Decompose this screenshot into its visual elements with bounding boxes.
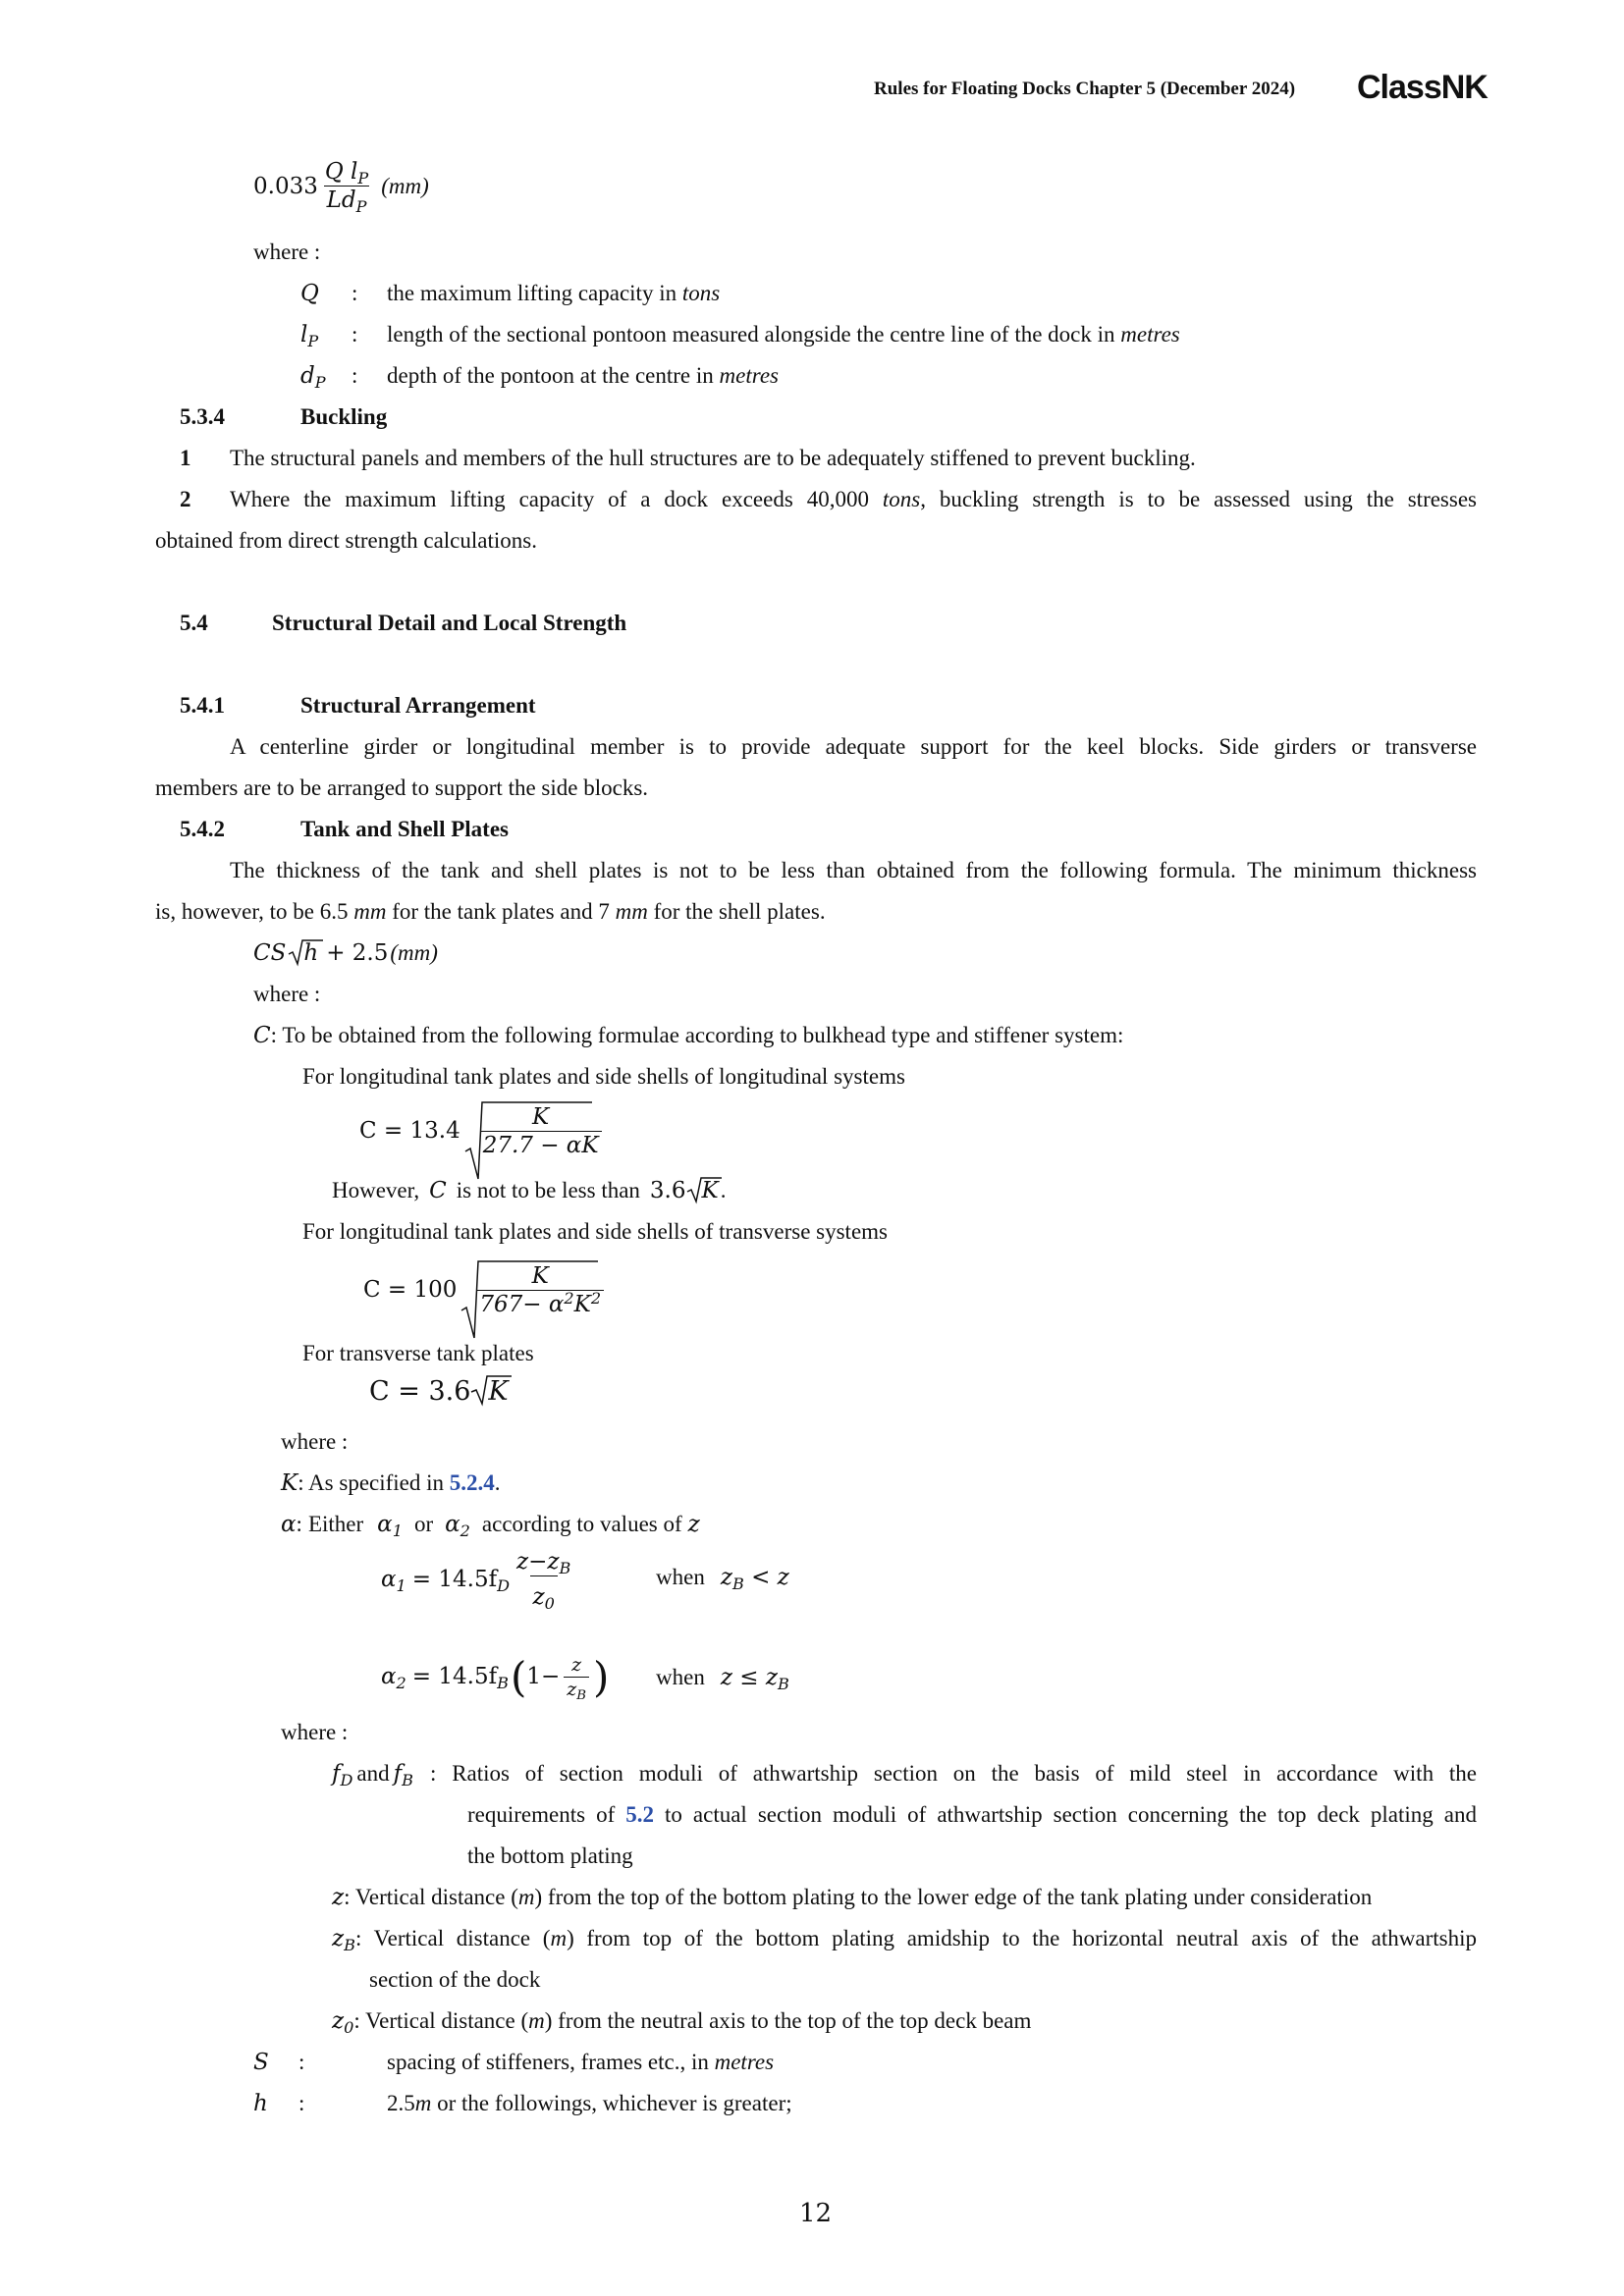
radical-sign	[686, 1176, 722, 1205]
def-q-text	[387, 281, 720, 306]
def-symbol-sub: P	[314, 372, 326, 392]
formula-exponent: 2	[564, 1288, 574, 1308]
paragraph-unit: tons	[882, 487, 921, 511]
h-definition	[387, 2091, 792, 2116]
def-symbol-sub: P	[307, 331, 319, 350]
formula-rhs-sub: D	[497, 1575, 511, 1595]
alpha-1-condition	[656, 1565, 789, 1593]
def-text: length of the sectional pontoon measured alongside the centre line of the dock in	[387, 322, 1121, 347]
radical-sign	[460, 1257, 598, 1342]
fd-fb-definition-text-1: : Ratios of section moduli of athwartship section on the basis of mild steel in accordance with the	[430, 1761, 1477, 1786]
condition-symbol: z	[720, 1565, 732, 1590]
alpha-definition	[281, 1512, 700, 1540]
paragraph-text: , buckling strength is to be assessed using the stresses	[920, 487, 1477, 511]
condition-symbol: < z	[751, 1565, 789, 1590]
formula-unit: (mm)	[390, 940, 438, 965]
section-title-534: Buckling	[300, 404, 388, 429]
def-symbol: f	[332, 1761, 341, 1787]
running-header: Rules for Floating Docks Chapter 5 (December 2024)	[874, 79, 1296, 99]
s-colon: :	[298, 2050, 305, 2074]
def-text: 2.5	[387, 2091, 415, 2115]
formula-denominator: K	[573, 1291, 591, 1317]
where-label: where :	[253, 982, 321, 1006]
s-symbol: S	[253, 2050, 269, 2075]
def-unit: metres	[714, 2050, 775, 2074]
def-symbol: z	[687, 1512, 700, 1537]
def-symbol: z	[332, 1926, 345, 1951]
formula-lhs-sub: 2	[396, 1673, 406, 1692]
paragraph-text: for the tank plates and 7	[392, 899, 610, 924]
formula-fraction	[564, 1653, 589, 1703]
section-541-line-2: members are to be arranged to support the side blocks.	[155, 775, 649, 800]
formula-numerator: K	[532, 1103, 550, 1130]
def-text: spacing of stiffeners, frames etc., in	[387, 2050, 715, 2074]
def-text: Either	[307, 1512, 364, 1536]
formula-coefficient: 0.033	[253, 173, 318, 199]
def-text: requirements of	[467, 1802, 616, 1827]
def-text: ) from the neutral axis to the top of the top deck beam	[544, 2008, 1032, 2033]
section-number-542: 5.4.2	[180, 817, 225, 841]
fd-fb-definition-line-2	[467, 1802, 1477, 1828]
case-2-label: For longitudinal tank plates and side shells of transverse systems	[302, 1219, 888, 1244]
paragraph-unit: mm	[353, 899, 387, 924]
def-lp	[300, 322, 319, 350]
sqrt-k	[686, 1178, 721, 1203]
paragraph-2-line-2: obtained from direct strength calculations.	[155, 528, 537, 553]
section-541-line-1: A centerline girder or longitudinal member is to provide adequate support for the keel blocks. Side girders or transverse	[230, 734, 1477, 759]
def-symbol: C	[253, 1023, 271, 1048]
formula-fraction	[322, 159, 371, 216]
note-text: is not to be less than	[456, 1178, 640, 1202]
radicand: K	[488, 1376, 509, 1407]
fd-fb-definition-line-1	[332, 1761, 413, 1787]
def-symbol: l	[300, 322, 308, 347]
page-number: 12	[799, 2199, 833, 2228]
formula-rhs: = 14.5f	[411, 1664, 498, 1689]
def-text: the maximum lifting capacity in	[387, 281, 682, 305]
def-symbol-sub: 0	[344, 2017, 354, 2037]
def-q	[300, 281, 319, 306]
classnk-logo: ClassNK	[1357, 69, 1488, 106]
def-text: ) from top of the bottom plating amidship to the horizontal neutral axis of the athwartship	[567, 1926, 1477, 1950]
def-colon: :	[352, 363, 358, 388]
case-3-label: For transverse tank plates	[302, 1341, 534, 1365]
formula-denominator: Ld	[326, 187, 356, 213]
alpha-symbol: α	[377, 1512, 393, 1537]
def-text: : Vertical distance (	[354, 1926, 551, 1950]
case-1-label: For longitudinal tank plates and side shells of longitudinal systems	[302, 1064, 905, 1089]
def-text: ) from the top of the bottom plating to the lower edge of the tank plating under consideration	[534, 1885, 1373, 1909]
formula-numerator-sub: P	[357, 168, 369, 187]
formula-exponent: 2	[590, 1288, 602, 1308]
section-title-542: Tank and Shell Plates	[300, 817, 509, 841]
def-colon: :	[296, 1512, 302, 1536]
h-symbol: h	[253, 2091, 268, 2116]
case-1-formula	[359, 1090, 606, 1172]
section-number-54: 5.4	[180, 611, 208, 635]
def-unit: metres	[1120, 322, 1180, 347]
alpha-1-symbol	[377, 1512, 403, 1540]
paren-close: )	[593, 1652, 610, 1701]
zb-definition-line-1	[332, 1926, 1477, 1954]
radicand: K	[701, 1178, 719, 1203]
s-definition	[387, 2050, 774, 2075]
def-unit: m	[517, 1885, 535, 1909]
paragraph-number-1: 1	[180, 446, 191, 470]
note-symbol: C	[429, 1178, 447, 1203]
radical-sign	[288, 938, 323, 968]
def-symbol-sub: B	[402, 1770, 413, 1789]
def-unit: m	[550, 1926, 568, 1950]
formula-unit: (mm)	[381, 173, 429, 198]
formula-plus: + 2.5	[326, 940, 389, 966]
radicand: h	[303, 940, 319, 966]
paragraph-text: is, however, to be 6.5	[155, 899, 349, 924]
def-symbol: d	[300, 363, 315, 389]
def-text: : To be obtained from the following formulae according to bulkhead type and stiffener system:	[270, 1023, 1124, 1047]
where-label: where :	[281, 1429, 349, 1454]
formula-numerator: z−z	[516, 1549, 560, 1575]
alpha-subscript: 1	[392, 1521, 403, 1540]
condition-sub: B	[731, 1574, 744, 1593]
formula-denominator-sub: 0	[544, 1593, 555, 1613]
paragraph-unit: mm	[615, 899, 648, 924]
def-unit: tons	[681, 281, 721, 305]
def-text: : Vertical distance (	[344, 1885, 518, 1909]
formula-term: 1−	[526, 1664, 561, 1689]
formula-lhs: C = 100	[363, 1277, 458, 1303]
section-title-54: Structural Detail and Local Strength	[272, 611, 627, 635]
where-label: where :	[253, 240, 321, 264]
section-title-541: Structural Arrangement	[300, 693, 536, 718]
def-symbol: K	[281, 1470, 298, 1496]
condition-text: when	[656, 1665, 705, 1689]
def-unit: m	[528, 2008, 545, 2033]
def-text: : As specified in	[298, 1470, 450, 1495]
note-value: 3.6	[649, 1178, 686, 1203]
c-definition	[253, 1023, 1123, 1048]
section-542-line-2	[155, 899, 826, 925]
paren-open: (	[510, 1652, 527, 1701]
alpha-2-formula	[381, 1641, 609, 1712]
section-number-541: 5.4.1	[180, 693, 225, 718]
formula-cs: CS	[253, 940, 287, 966]
paragraph-number-2: 2	[180, 487, 191, 511]
case-3-formula	[369, 1376, 511, 1407]
formula-numerator: K	[531, 1262, 549, 1289]
radical-sign	[464, 1098, 592, 1183]
alpha-1-formula	[381, 1537, 577, 1622]
formula-denominator: 27.7 − αK	[480, 1131, 602, 1158]
def-symbol: Q	[300, 281, 319, 306]
case-1-note	[332, 1178, 726, 1203]
formula-lhs: C = 13.4	[359, 1118, 460, 1144]
def-symbol: z	[332, 2008, 345, 2034]
def-symbol-sub: D	[340, 1770, 353, 1789]
zb-definition-line-2: section of the dock	[369, 1967, 541, 1992]
paragraph-text: Where the maximum lifting capacity of a dock exceeds 40,000	[230, 487, 869, 511]
case-2-formula	[363, 1249, 608, 1331]
formula-denominator: z	[532, 1584, 545, 1610]
formula-lhs: α	[381, 1664, 397, 1689]
section-reference-link[interactable]: 5.2.4	[449, 1470, 495, 1495]
condition-symbol: z ≤ z	[720, 1665, 778, 1690]
formula-denominator: z	[567, 1678, 577, 1700]
formula-numerator: Q l	[324, 159, 358, 185]
def-symbol: z	[332, 1885, 345, 1910]
paragraph-2-line-1	[230, 487, 1477, 512]
formula-denominator: 767− α	[479, 1291, 565, 1317]
z0-definition	[332, 2008, 1032, 2037]
sqrt-k	[470, 1376, 510, 1407]
def-dp-text	[387, 363, 779, 389]
note-text: .	[720, 1178, 727, 1202]
sqrt-fraction	[460, 1263, 608, 1317]
paragraph-text: for the shell plates.	[653, 899, 826, 924]
def-unit: m	[414, 2091, 432, 2115]
formula-rhs-sub: B	[497, 1673, 509, 1692]
alpha-symbol: α	[445, 1512, 460, 1537]
formula-lhs: α	[381, 1567, 397, 1592]
formula-lhs: C = 3.6	[369, 1376, 471, 1407]
def-symbol: α	[281, 1512, 297, 1537]
def-colon: :	[352, 322, 358, 347]
sqrt-h	[288, 940, 320, 966]
def-text: .	[494, 1470, 501, 1495]
def-symbol: f	[393, 1761, 403, 1787]
def-dp	[300, 363, 326, 392]
formula-numerator: z	[571, 1653, 582, 1676]
formula-rhs: = 14.5f	[411, 1567, 498, 1592]
section-542-line-1: The thickness of the tank and shell plates is not to be less than obtained from the following formula. The minimum thickness	[230, 858, 1477, 882]
condition-text: when	[656, 1565, 705, 1589]
radical-sign	[470, 1374, 512, 1408]
def-colon: :	[352, 281, 358, 305]
formula-numerator-sub: B	[559, 1558, 571, 1577]
sqrt-fraction	[464, 1104, 606, 1158]
section-number-534: 5.3.4	[180, 404, 225, 429]
thickness-formula	[253, 940, 438, 966]
def-symbol-sub: B	[344, 1935, 355, 1954]
condition-sub: B	[777, 1674, 789, 1693]
where-label: where :	[281, 1720, 349, 1744]
paragraph-1: The structural panels and members of the hull structures are to be adequately stiffened to prevent buckling.	[230, 446, 1196, 470]
def-text: or the followings, whichever is greater;	[431, 2091, 792, 2115]
def-text: : Vertical distance (	[353, 2008, 529, 2033]
k-definition	[281, 1470, 501, 1496]
def-text: and	[356, 1761, 390, 1786]
formula-lhs-sub: 1	[396, 1575, 406, 1595]
def-lp-text	[387, 322, 1180, 347]
def-text: to actual section moduli of athwartship section concerning the top deck plating and	[665, 1802, 1477, 1827]
h-colon: :	[298, 2091, 305, 2115]
def-unit: metres	[719, 363, 779, 388]
section-reference-link[interactable]: 5.2	[625, 1802, 654, 1827]
def-text: according to values of	[481, 1512, 682, 1536]
formula-denominator-sub: B	[576, 1687, 587, 1703]
z-definition	[332, 1885, 1372, 1910]
alpha-2-symbol	[445, 1512, 470, 1540]
note-text: However,	[332, 1178, 420, 1202]
fd-fb-definition-line-3: the bottom plating	[467, 1843, 633, 1868]
formula-denominator-sub: P	[355, 196, 367, 216]
formula-fraction	[514, 1549, 573, 1613]
pontoon-formula	[253, 159, 429, 216]
def-text: depth of the pontoon at the centre in	[387, 363, 720, 388]
alpha-subscript: 2	[460, 1521, 470, 1540]
def-text: or	[413, 1512, 434, 1536]
alpha-2-condition	[656, 1665, 789, 1693]
